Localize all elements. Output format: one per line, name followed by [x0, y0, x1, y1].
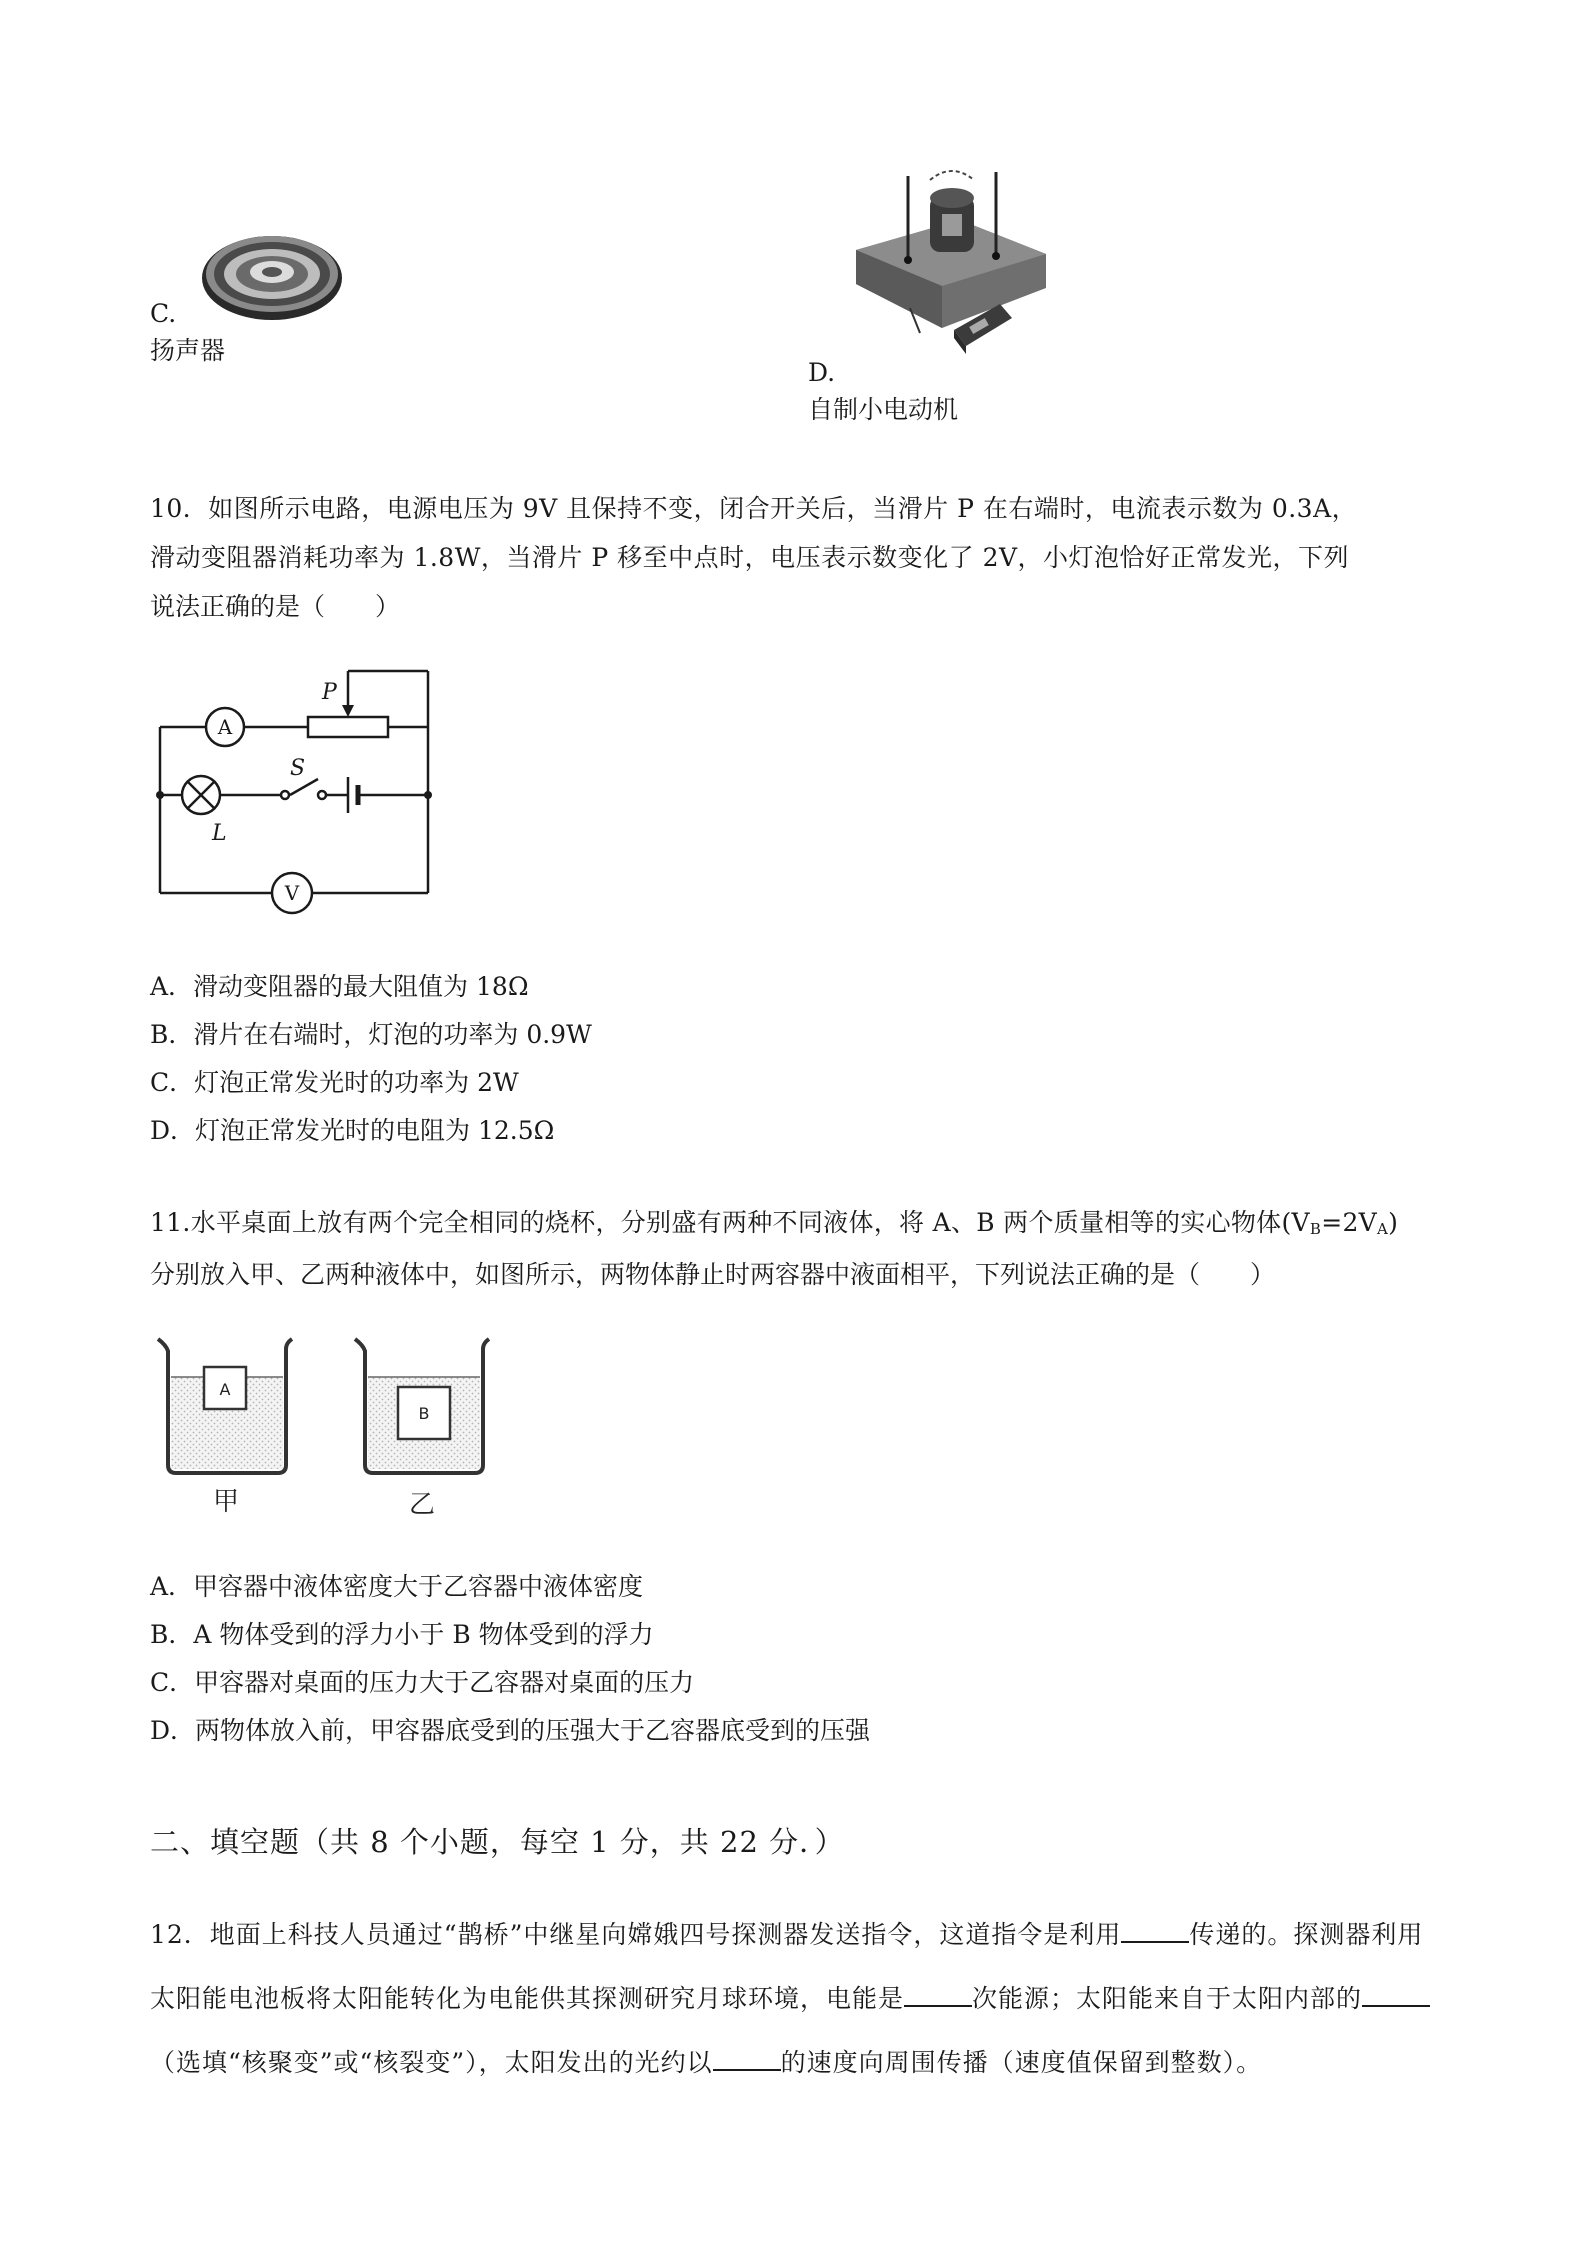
block-a-label: A: [219, 1380, 231, 1399]
switch-label: S: [290, 756, 306, 781]
subscript-b: B: [1309, 1220, 1322, 1238]
motor-image: [850, 158, 1050, 373]
q10-stem-line2: 滑动变阻器消耗功率为 1.8W，当滑片 P 移至中点时，电压表示数变化了 2V，小灯泡恰好正常发光，下列: [150, 543, 1350, 572]
option-c-caption: 扬声器: [150, 336, 226, 365]
q11-stem-line1-end: ): [1388, 1208, 1399, 1237]
circuit-diagram: [150, 665, 440, 915]
answer-blank-2[interactable]: [904, 1983, 972, 2007]
ammeter-label: A: [217, 715, 233, 739]
answer-blank-1[interactable]: [1121, 1919, 1189, 1943]
lamp-label: L: [212, 821, 227, 846]
q10-option-c: C．灯泡正常发光时的功率为 2W: [150, 1068, 519, 1097]
slider-label: P: [322, 680, 337, 705]
q10-stem-line1: 10．如图所示电路，电源电压为 9V 且保持不变，闭合开关后，当滑片 P 在右端时，电流表示数为 0.3A，: [150, 494, 1358, 523]
q12-text-2: 传递的。探测器利用太阳能电池板将太阳能转化为电能供其探测研究月球环境，电能是: [150, 1920, 1424, 2013]
q10-stem-line3: 说法正确的是（ ）: [150, 592, 401, 621]
q11-option-c: C．甲容器对桌面的压力大于乙容器对桌面的压力: [150, 1668, 695, 1697]
q12-paragraph: [150, 1903, 1440, 2095]
beakers-figure: [150, 1335, 490, 1525]
q11-option-a: A．甲容器中液体密度大于乙容器中液体密度: [150, 1572, 644, 1601]
option-d-caption: 自制小电动机: [808, 395, 959, 424]
beaker-yi-label: 乙: [408, 1490, 436, 1520]
speaker-image: [198, 228, 346, 324]
q10-option-a: A．滑动变阻器的最大阻值为 18Ω: [150, 972, 529, 1001]
section-heading: 二、填空题（共 8 个小题，每空 1 分，共 22 分．）: [150, 1825, 845, 1859]
q11-stem-line1-mid: =2V: [1321, 1208, 1378, 1237]
voltmeter-label: V: [284, 881, 300, 905]
answer-blank-4[interactable]: [713, 2047, 781, 2071]
q10-option-d: D．灯泡正常发光时的电阻为 12.5Ω: [150, 1116, 555, 1145]
q11-stem-line1: [150, 1206, 1398, 1246]
q11-stem-line2: 分别放入甲、乙两种液体中，如图所示，两物体静止时两容器中液面相平，下列说法正确的是（ ）: [150, 1260, 1276, 1289]
q12-text-4: （选填“核聚变”或“核裂变”），太阳发出的光约以: [150, 2048, 713, 2077]
option-c-letter: C.: [150, 299, 177, 328]
subscript-a: A: [1377, 1220, 1389, 1238]
q10-option-b: B．滑片在右端时，灯泡的功率为 0.9W: [150, 1020, 592, 1049]
q11-option-d: D．两物体放入前，甲容器底受到的压强大于乙容器底受到的压强: [150, 1716, 871, 1745]
answer-blank-3[interactable]: [1362, 1983, 1430, 2007]
q11-stem-line1-text: 11.水平桌面上放有两个完全相同的烧杯，分别盛有两种不同液体，将 A、B 两个质量相等的实心物体(V: [150, 1208, 1310, 1237]
option-d-letter: D.: [808, 358, 836, 387]
q11-option-b: B．A 物体受到的浮力小于 B 物体受到的浮力: [150, 1620, 654, 1649]
q12-text-1: 12．地面上科技人员通过“鹊桥”中继星向嫦娥四号探测器发送指令，这道指令是利用: [150, 1920, 1122, 1949]
q12-text-5: 的速度向周围传播（速度值保留到整数）。: [780, 2048, 1263, 2077]
q12-text-3: 次能源；太阳能来自于太阳内部的: [972, 1984, 1363, 2013]
block-b-label: B: [418, 1404, 430, 1423]
beaker-jia-label: 甲: [212, 1487, 240, 1517]
